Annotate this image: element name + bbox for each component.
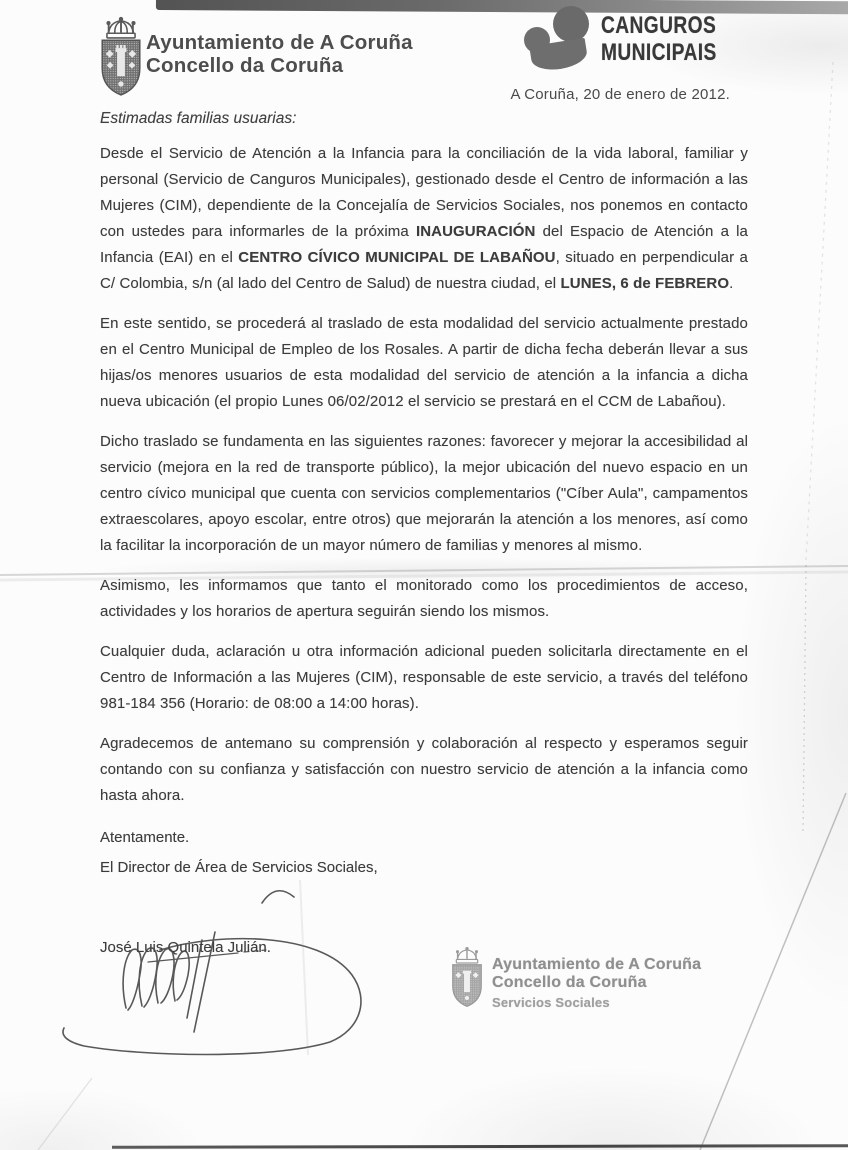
paragraph: Desde el Servicio de Atención a la Infancia para la conciliación de la vida laboral, familiar y personal (Servicio de Canguros Municipales), gestionado desde el Centro de información a las Mujeres (CIM), dependiente de la Concejalía de Servicios Sociales, nos ponemos en contacto con ustedes para informarles de la próxima INAUGURACIÓN del Espacio de Atención a la Infancia (EAI) en el CENTRO CÍVICO MUNICIPAL DE LABAÑOU, situado en perpendicular a C/ Colombia, s/n (al lado del Centro de Salud) de nuestra ciudad, el LUNES, 6 de FEBRERO. [100,145,748,292]
paragraph: Dicho traslado se fundamenta en las siguientes razones: favorecer y mejorar la accesibilidad al servicio (mejora en la red de transporte público), la mejor ubicación del nuevo espacio en un centro cívico municipal que cuenta con servicios complementarios ("Cíber Aula", campamentos extraescolares, apoyo escolar, entre otros) que mejorarán la atención a los menores, así como la facilitar la incorporación de un mayor número de familias y menores al mismo. [100,433,748,554]
closing-formula: Atentamente. [100,829,190,846]
footer-org-galician: Concello da Coruña [492,974,647,991]
org-name-spanish: Ayuntamiento de A Coruña [146,31,413,54]
paragraph: Agradecemos de antemano su comprensión y colaboración al respecto y esperamos seguir contando con su confianza y satisfacción con nuestro servicio de atención a la infancia como hasta ahora. [100,735,748,804]
footer-department: Servicios Sociales [492,995,610,1010]
logo-big-circle [553,6,589,42]
canguros-figures-icon [520,6,600,72]
paragraph: Cualquier duda, aclaración u otra información adicional pueden solicitarla directamente en el Centro de Información a las Mujeres (CIM), responsable de este servicio, a través del teléfono 981-184 356 (Horario: de 08:00 a 14:00 horas). [100,643,748,712]
footer-coat-of-arms-icon [448,946,486,1017]
org-name-galician: Concello da Coruña [146,54,344,77]
paragraph: Asimismo, les informamos que tanto el monitorado como los procedimientos de acceso, actividades y los horarios de apertura seguirán siendo los mismos. [100,577,748,620]
salutation: Estimadas familias usuarias: [100,110,297,127]
program-name-line2: MUNICIPAIS [601,39,717,66]
footer-org-spanish: Ayuntamiento de A Coruña [492,956,702,973]
scan-bottom-edge [112,1144,848,1149]
program-logo-text [601,12,717,66]
closing-title: El Director de Área de Servicios Sociales, [100,859,378,876]
scan-edge-band [156,0,848,14]
coruna-coat-of-arms-icon [96,16,146,107]
signatory-name: José Luis Quintela Julián. [100,939,271,956]
letter-body [100,108,748,956]
paragraph: En este sentido, se procederá al traslado de esta modalidad del servicio actualmente prestado en el Centro Municipal de Empleo de los Rosales. A partir de dicha fecha deberán llevar a sus hijas/os menores usuarios de esta modalidad del servicio de atención a la infancia a dicha nueva ubicación (el propio Lunes 06/02/2012 el servicio se prestará en el CCM de Labañou). [100,315,748,410]
dateline: A Coruña, 20 de enero de 2012. [510,86,730,103]
letter-paragraphs [100,141,748,809]
program-name-line1: CANGUROS [601,12,717,39]
